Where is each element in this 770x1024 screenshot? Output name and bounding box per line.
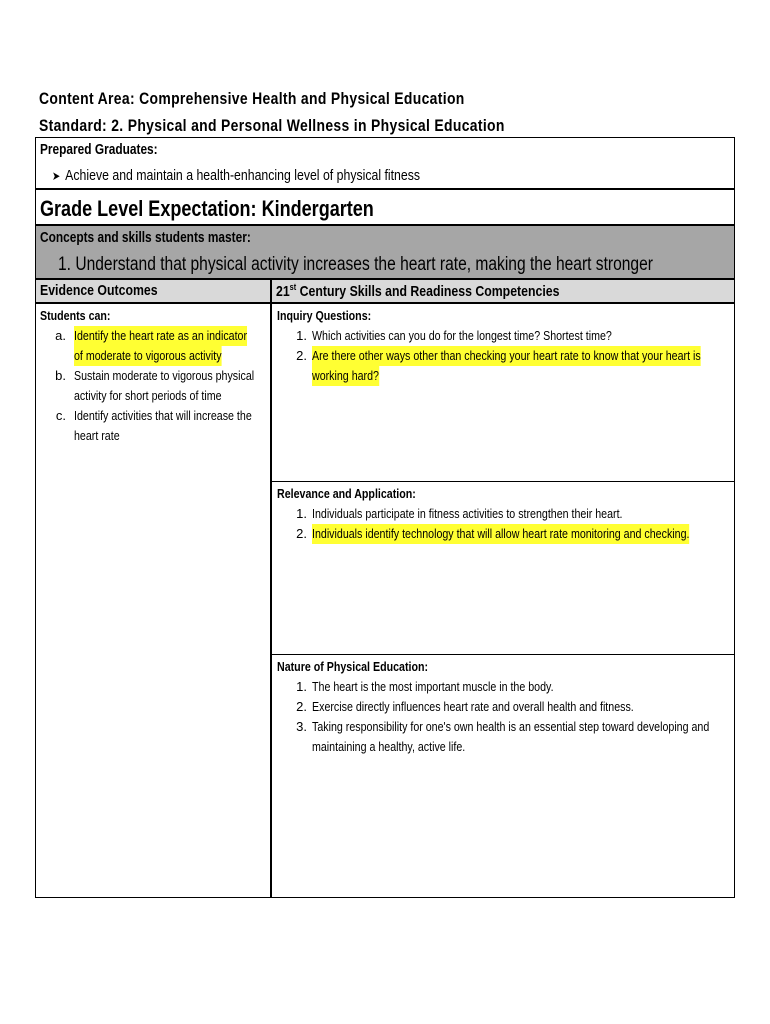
century-superscript: st — [289, 282, 297, 292]
grade-level-title-text: Grade Level Expectation: Kindergarten — [40, 196, 374, 221]
inquiry-item-1 — [312, 326, 678, 346]
inquiry-item-1-text: Which activities can you do for the longest time? Shortest time? — [312, 328, 612, 343]
inquiry-questions-label — [277, 308, 392, 323]
students-can-label-text: Students can: — [40, 308, 111, 323]
inquiry-item-2-line1: Are there other ways other than checking your heart rate to know that your heart is — [312, 346, 701, 366]
evidence-item-b-line2: activity for short periods of time — [74, 388, 222, 403]
concepts-band — [35, 225, 735, 279]
evidence-item-c-cont — [74, 426, 130, 446]
standard-heading — [39, 116, 607, 136]
nature-of-pe-label — [277, 659, 461, 674]
relevance-marker-2: 2. — [296, 526, 307, 541]
concepts-statement — [58, 254, 770, 276]
evidence-marker-a: a. — [55, 328, 66, 343]
relevance-item-2-text: Individuals identify technology that will allow heart rate monitoring and checking. — [312, 524, 689, 544]
evidence-item-c-line1: Identify activities that will increase the — [74, 408, 252, 423]
nature-of-pe-label-text: Nature of Physical Education: — [277, 659, 429, 674]
nature-of-pe-section — [271, 655, 735, 898]
nature-marker-2: 2. — [296, 699, 307, 714]
relevance-application-section — [271, 482, 735, 655]
relevance-application-label — [277, 486, 446, 501]
nature-item-1 — [312, 677, 607, 697]
grade-level-title — [40, 196, 447, 222]
prepared-graduates-item — [52, 167, 501, 184]
grade-level-expectation-box — [35, 189, 735, 225]
evidence-item-a-cont — [74, 346, 254, 366]
nature-marker-3: 3. — [296, 719, 307, 734]
relevance-item-1 — [312, 504, 691, 524]
concepts-statement-text: 1. Understand that physical activity increases the heart rate, making the heart stronger — [58, 254, 653, 275]
century-number: 21 — [276, 283, 290, 300]
evidence-item-a-line1: Identify the heart rate as an indicator — [74, 326, 247, 346]
evidence-item-b-cont — [74, 386, 254, 406]
nature-item-3-line2: maintaining a healthy, active life. — [312, 739, 466, 754]
content-area-text: Content Area: Comprehensive Health and Physical Education — [39, 89, 465, 108]
inquiry-marker-1: 1. — [296, 328, 307, 343]
evidence-item-a-line2: of moderate to vigorous activity — [74, 346, 222, 366]
evidence-item-c-line2: heart rate — [74, 428, 120, 443]
inquiry-questions-label-text: Inquiry Questions: — [277, 308, 372, 323]
nature-item-3-cont — [312, 737, 499, 757]
prepared-graduates-label-text: Prepared Graduates: — [40, 142, 158, 158]
relevance-marker-1: 1. — [296, 506, 307, 521]
inquiry-item-2-cont — [312, 366, 394, 386]
students-can-label — [40, 308, 126, 323]
nature-marker-1: 1. — [296, 679, 307, 694]
evidence-outcomes-header — [35, 279, 271, 303]
century-skills-header — [271, 279, 735, 303]
concepts-label-text: Concepts and skills students master: — [40, 230, 251, 246]
nature-item-3 — [312, 717, 770, 737]
evidence-item-b-line1: Sustain moderate to vigorous physical — [74, 368, 255, 383]
inquiry-questions-section — [271, 303, 735, 482]
prepared-graduates-box — [35, 137, 735, 189]
standard-text: Standard: 2. Physical and Personal Wellness in Physical Education — [39, 116, 505, 135]
evidence-marker-b: b. — [55, 368, 66, 383]
prepared-graduates-item-text: Achieve and maintain a health-enhancing level of physical fitness — [65, 167, 421, 184]
evidence-item-a — [74, 326, 285, 346]
century-header-text: Century Skills and Readiness Competencies — [296, 283, 560, 300]
nature-item-2 — [312, 697, 704, 717]
inquiry-item-2-line2: working hard? — [312, 366, 379, 386]
inquiry-marker-2: 2. — [296, 348, 307, 363]
relevance-item-2 — [312, 524, 770, 544]
arrow-bullet-icon: ➤ — [52, 169, 61, 183]
content-area-heading — [39, 89, 558, 109]
evidence-marker-c: c. — [55, 408, 66, 423]
nature-item-1-text: The heart is the most important muscle in the body. — [312, 679, 554, 694]
evidence-outcomes-header-text: Evidence Outcomes — [40, 282, 158, 299]
concepts-label — [40, 230, 297, 246]
evidence-item-b — [74, 366, 294, 386]
nature-item-2-text: Exercise directly influences heart rate and overall health and fitness. — [312, 699, 634, 714]
relevance-item-1-text: Individuals participate in fitness activities to strengthen their heart. — [312, 506, 623, 521]
evidence-outcomes-column — [35, 303, 271, 898]
prepared-graduates-label — [40, 142, 183, 158]
evidence-item-c — [74, 406, 291, 426]
inquiry-item-2 — [312, 346, 770, 366]
relevance-application-label-text: Relevance and Application: — [277, 486, 416, 501]
nature-item-3-line1: Taking responsibility for one's own health is an essential step toward developing and — [312, 719, 710, 734]
